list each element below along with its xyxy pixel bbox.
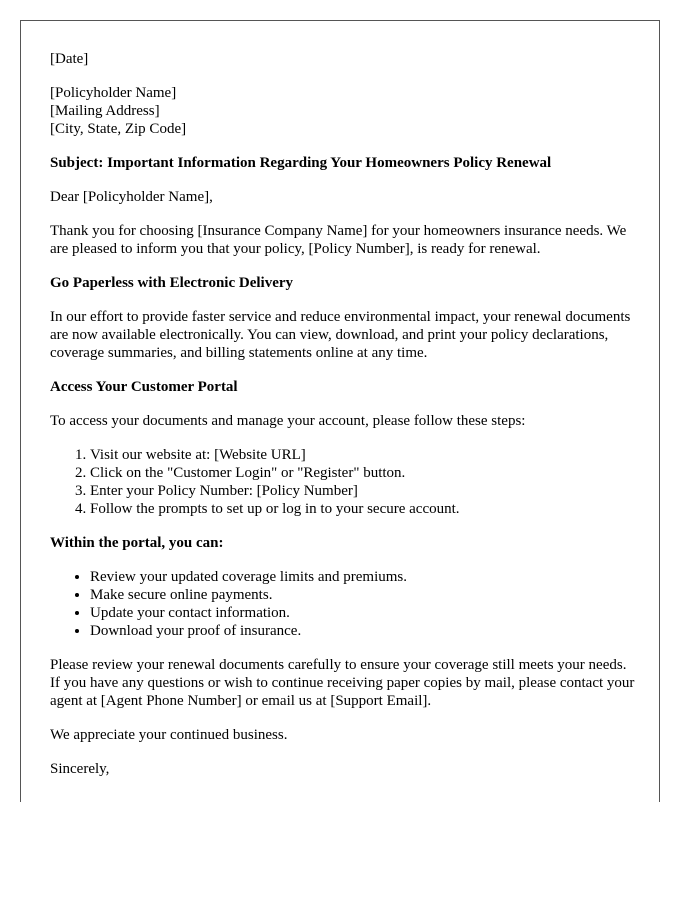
portal-intro: To access your documents and manage your account, please follow these steps: (50, 413, 526, 429)
appreciation-line: We appreciate your continued business. (50, 727, 288, 743)
paperless-paragraph: In our effort to provide faster service and reduce environmental impact, your renewal documents are now available electronically. You can view, download, and print your policy declarations, coverage summaries, and billing statements online at any time. (50, 309, 631, 361)
portal-heading: Access Your Customer Portal (50, 379, 238, 395)
intro-paragraph: Thank you for choosing [Insurance Company Name] for your homeowners insurance needs. We are pleased to inform you that your policy, [Policy Number], is ready for renewal. (50, 223, 627, 257)
recipient-city-state-zip: [City, State, Zip Code] (50, 121, 187, 137)
recipient-name: [Policyholder Name] (50, 85, 177, 101)
feature-item: • Make secure online payments. (90, 586, 640, 604)
recipient-address: [Mailing Address] (50, 103, 160, 119)
portal-steps-list (50, 446, 640, 518)
letter-content (50, 50, 640, 794)
feature-item: • Download your proof of insurance. (90, 622, 640, 640)
features-list (50, 568, 640, 640)
feature-item: • Update your contact information. (90, 604, 640, 622)
letter-page (20, 20, 660, 802)
portal-step: 2. Click on the "Customer Login" or "Register" button. (90, 464, 640, 482)
paperless-heading: Go Paperless with Electronic Delivery (50, 275, 294, 291)
letter-date: [Date] (50, 51, 89, 67)
feature-item: • Review your updated coverage limits and premiums. (90, 568, 640, 586)
features-heading: Within the portal, you can: (50, 535, 224, 551)
portal-step: 3. Enter your Policy Number: [Policy Number] (90, 482, 640, 500)
closing-paragraph: Please review your renewal documents carefully to ensure your coverage still meets your needs. If you have any questions or wish to continue receiving paper copies by mail, please contact your agent at [Agent Phone Number] or email us at [Support Email]. (50, 657, 635, 709)
signoff-line: Sincerely, (50, 761, 110, 777)
letter-subject: Subject: Important Information Regarding Your Homeowners Policy Renewal (50, 155, 552, 171)
letter-salutation: Dear [Policyholder Name], (50, 189, 213, 205)
recipient-block (50, 84, 640, 138)
portal-step: 1. Visit our website at: [Website URL] (90, 446, 640, 464)
portal-step: 4. Follow the prompts to set up or log in to your secure account. (90, 500, 640, 518)
